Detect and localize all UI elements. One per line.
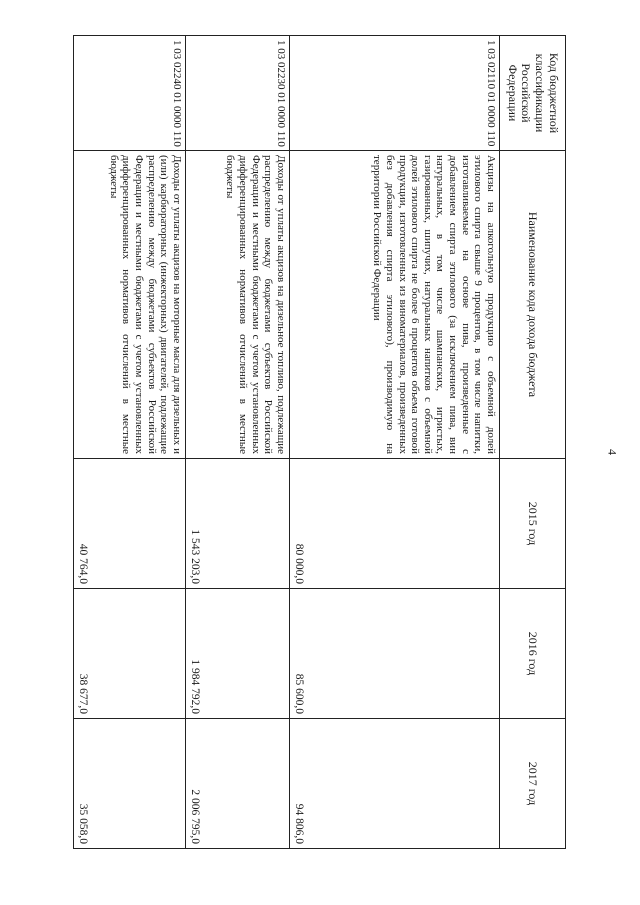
row-value-2016: 85 600,0 <box>290 589 500 719</box>
header-2016: 2016 год <box>500 589 566 719</box>
row-name: Доходы от уплаты акцизов на моторные масла для дизельных и (или) карбюраторных (инжекторных) двигателей, подлежащие распределению между бюджетами субъектов Российской Федерации и местными бюджетами с учетом установленных дифференцированных нормативов отчислений в местные бюджеты <box>74 151 186 459</box>
row-value-2017: 35 058,0 <box>74 719 186 849</box>
row-value-2016: 38 677,0 <box>74 589 186 719</box>
table-header-row <box>500 36 566 849</box>
table-row <box>74 36 186 849</box>
budget-table-wrapper <box>74 35 566 847</box>
header-2015: 2015 год <box>500 459 566 589</box>
row-value-2015: 40 764,0 <box>74 459 186 589</box>
row-code: 1 03 02110 01 0000 110 <box>290 36 500 151</box>
table-row <box>186 36 290 849</box>
row-code: 1 03 02230 01 0000 110 <box>186 36 290 151</box>
row-code: 1 03 02240 01 0000 110 <box>74 36 186 151</box>
row-value-2015: 1 543 203,0 <box>186 459 290 589</box>
header-code: Код бюджетной классификации Российской Федерации <box>500 36 566 151</box>
budget-table-rotated <box>74 35 566 847</box>
budget-income-table <box>73 35 566 849</box>
row-value-2015: 80 000,0 <box>290 459 500 589</box>
header-2017: 2017 год <box>500 719 566 849</box>
page-number: 4 <box>605 449 620 455</box>
row-value-2017: 94 806,0 <box>290 719 500 849</box>
header-name: Наименование кода дохода бюджета <box>500 151 566 459</box>
row-name: Акцизы на алкогольную продукцию с объемной долей этилового спирта свыше 9 процентов, в том числе напитки, изготавливаемые на основе пива, произведенные с добавлением спирта этилового (за исключением пива, вин натуральных, в том числе шампанских, игристых, газированных, шипучих, натуральных напитков с объемной долей этилового спирта не более 6 процентов объема готовой продукции, изготовленных из виноматериалов, произведенных без добавления спирта этилового), производимую на территории Российской Федерации <box>290 151 500 459</box>
row-value-2017: 2 006 795,0 <box>186 719 290 849</box>
row-value-2016: 1 984 792,0 <box>186 589 290 719</box>
row-name: Доходы от уплаты акцизов на дизельное топливо, подлежащие распределению между бюджетами субъектов Российской Федерации и местными бюджетами с учетом установленных дифференцированных нормативов отчислений в местные бюджеты <box>186 151 290 459</box>
table-row <box>290 36 500 849</box>
